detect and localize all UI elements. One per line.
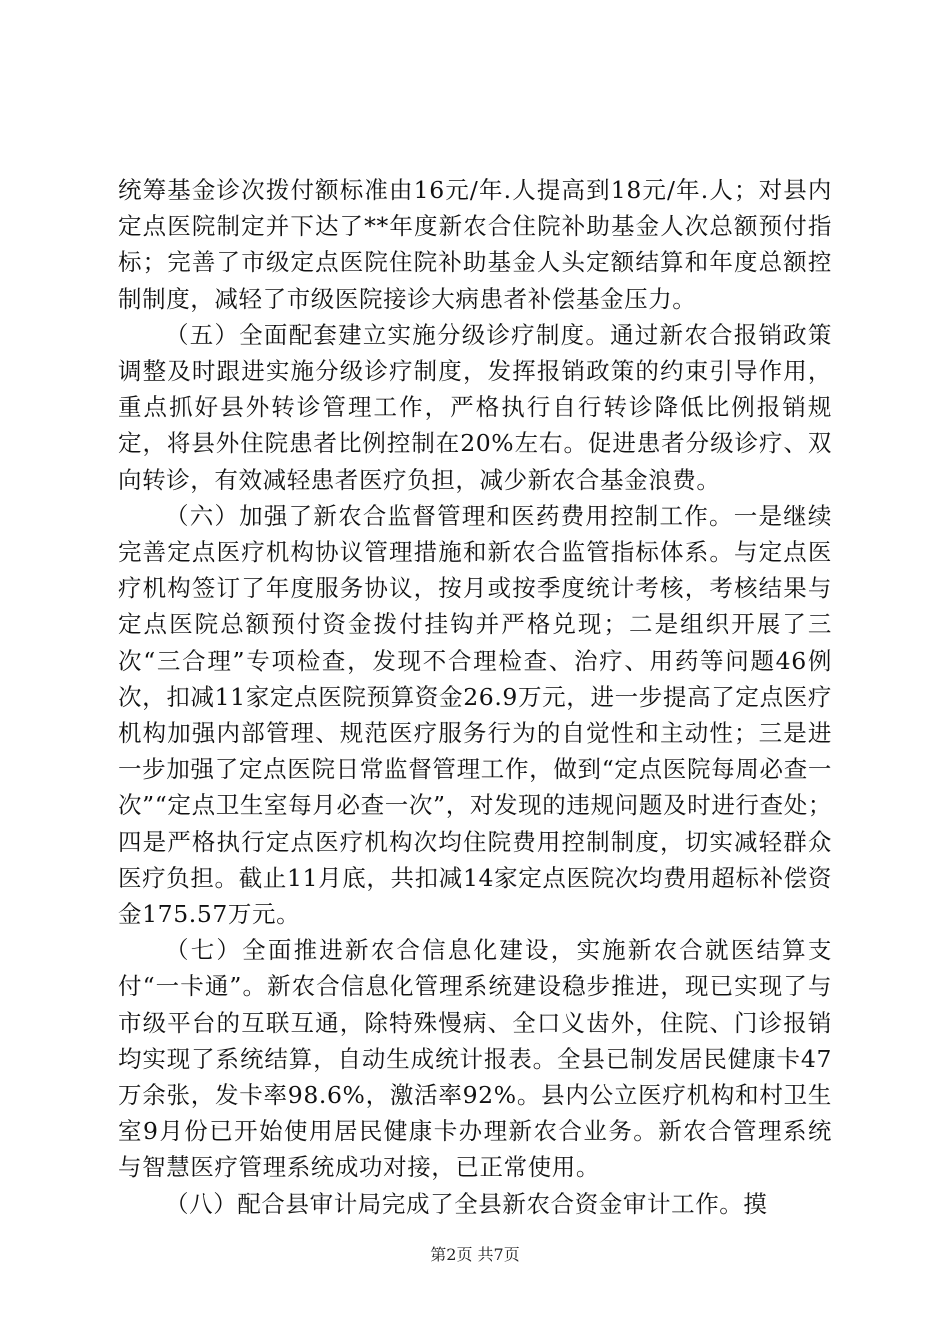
page-footer (0, 1244, 950, 1266)
paragraph-section-5: （五）全面配套建立实施分级诊疗制度。通过新农合报销政策调整及时跟进实施分级诊疗制度，发挥报销政策的约束引导作用，重点抓好县外转诊管理工作，严格执行自行转诊降低比例报销规定，将县外住院患者比例控制在20%左右。促进患者分级诊疗、双向转诊，有效减轻患者医疗负担，减少新农合基金浪费。 (118, 320, 832, 494)
paragraph-funding-standard: 统筹基金诊次拨付额标准由16元/年.人提高到18元/年.人；对县内定点医院制定并下达了**年度新农合住院补助基金人次总额预付指标；完善了市级定点医院住院补助基金人头定额结算和年度总额控制制度，减轻了市级医院接诊大病患者补偿基金压力。 (118, 176, 832, 313)
paragraph-section-8: （八）配合县审计局完成了全县新农合资金审计工作。摸 (165, 1189, 768, 1218)
document-body (118, 172, 832, 1222)
page-number: 第2页 共7页 (430, 1245, 520, 1264)
paragraph-section-6: （六）加强了新农合监督管理和医药费用控制工作。一是继续完善定点医疗机构协议管理措施和新农合监管指标体系。与定点医疗机构签订了年度服务协议，按月或按季度统计考核，考核结果与定点医院总额预付资金拨付挂钩并严格兑现；二是组织开展了三次“三合理”专项检查，发现不合理检查、治疗、用药等问题46例次，扣减11家定点医院预算资金26.9万元，进一步提高了定点医疗机构加强内部管理、规范医疗服务行为的自觉性和主动性；三是进一步加强了定点医院日常监督管理工作，做到“定点医院每周必查一次”“定点卫生室每月必查一次”，对发现的违规问题及时进行查处；四是严格执行定点医疗机构次均住院费用控制制度，切实减轻群众医疗负担。截止11月底，共扣减14家定点医院次均费用超标补偿资金175.57万元。 (118, 501, 832, 929)
paragraph-section-7: （七）全面推进新农合信息化建设，实施新农合就医结算支付“一卡通”。新农合信息化管理系统建设稳步推进，现已实现了与市级平台的互联互通，除特殊慢病、全口义齿外，住院、门诊报销均实现了系统结算，自动生成统计报表。全县已制发居民健康卡47万余张，发卡率98.6%，激活率92%。县内公立医疗机构和村卫生室9月份已开始使用居民健康卡办理新农合业务。新农合管理系统与智慧医疗管理系统成功对接，已正常使用。 (118, 936, 832, 1182)
